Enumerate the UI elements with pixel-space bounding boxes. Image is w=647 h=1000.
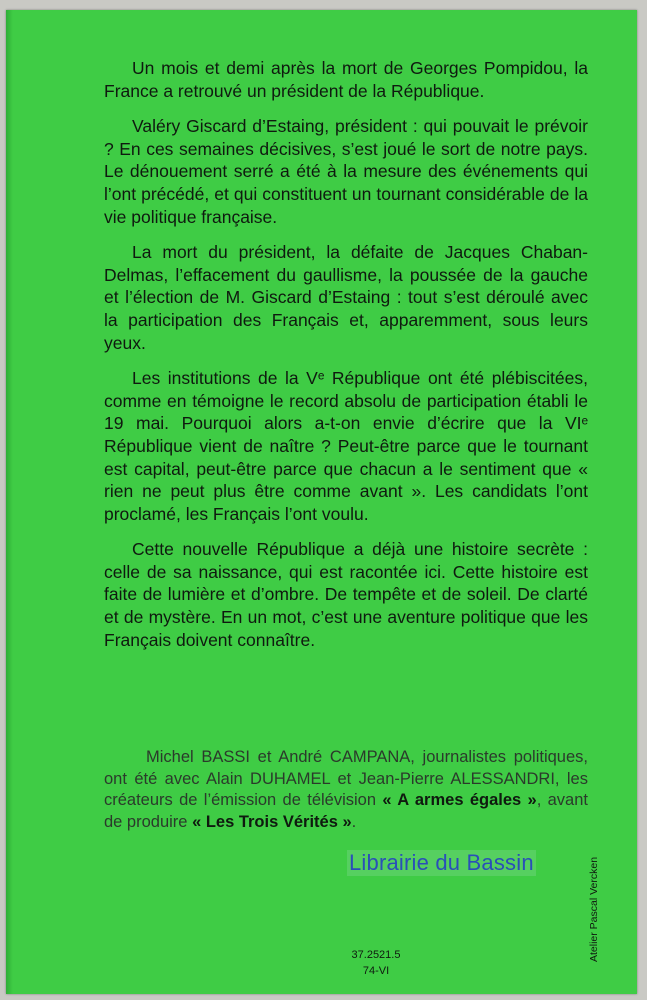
authors-text-2: , avant de produire (104, 791, 588, 831)
catalog-code-2: 74-VI (362, 965, 390, 977)
seller-watermark: Librairie du Bassin (349, 850, 534, 875)
blurb-paragraph: Les institutions de la Vᵉ République ont été plébiscitées, comme en témoigne le record absolu de participation établi le 19 mai. Pourquoi alors a-t-on envie d’écrire que la VIᵉ République vient de naître ? Peut-être parce que le tournant est capital, peut-être parce que chacun a le sentiment que « rien ne peut plus être comme avant ». Les candidats l’ont proclamé, les Français l’ont voulu. (104, 368, 588, 524)
show-title-1: « A armes égales » (382, 791, 537, 809)
blurb-paragraph: La mort du président, la défaite de Jacques Chaban-Delmas, l’effacement du gaullisme, la poussée de la gauche et l’élection de M. Giscard d’Estaing : tout s’est déroulé avec la participation des Français et, apparemment, sous leurs yeux. (104, 242, 588, 353)
authors-text: Michel BASSI et André CAMPANA, journalistes politiques, ont été avec Alain DUHAMEL et Jean-Pierre ALESSANDRI, les créateurs de l’émission de télévision (104, 748, 588, 809)
blurb-paragraph: Cette nouvelle République a déjà une histoire secrète : celle de sa naissance, qui est racontée ici. Cette histoire est faite de lumière et d’ombre. De tempête et de soleil. De clarté et de mystère. En un mot, c’est une aventure politique que les Français doivent connaître. (104, 539, 588, 650)
book-back-cover (6, 10, 637, 994)
authors-note (104, 747, 588, 833)
blurb-text (104, 57, 588, 664)
show-title-2: « Les Trois Vérités » (192, 812, 352, 831)
catalog-code: 37.2521.5 (351, 949, 401, 961)
designer-credit: Atelier Pascal Vercken (588, 856, 600, 962)
blurb-paragraph: Un mois et demi après la mort de Georges Pompidou, la France a retrouvé un président de la République. (104, 58, 588, 101)
authors-text-3: . (351, 812, 357, 831)
spine-edge (6, 10, 13, 994)
blurb-paragraph: Valéry Giscard d’Estaing, président : qui pouvait le prévoir ? En ces semaines décisives, s’est joué le sort de notre pays. Le dénouement serré a été à la mesure des événements qui l’ont précédé, et qui constituent un tournant considérable de la vie politique française. (104, 116, 588, 227)
